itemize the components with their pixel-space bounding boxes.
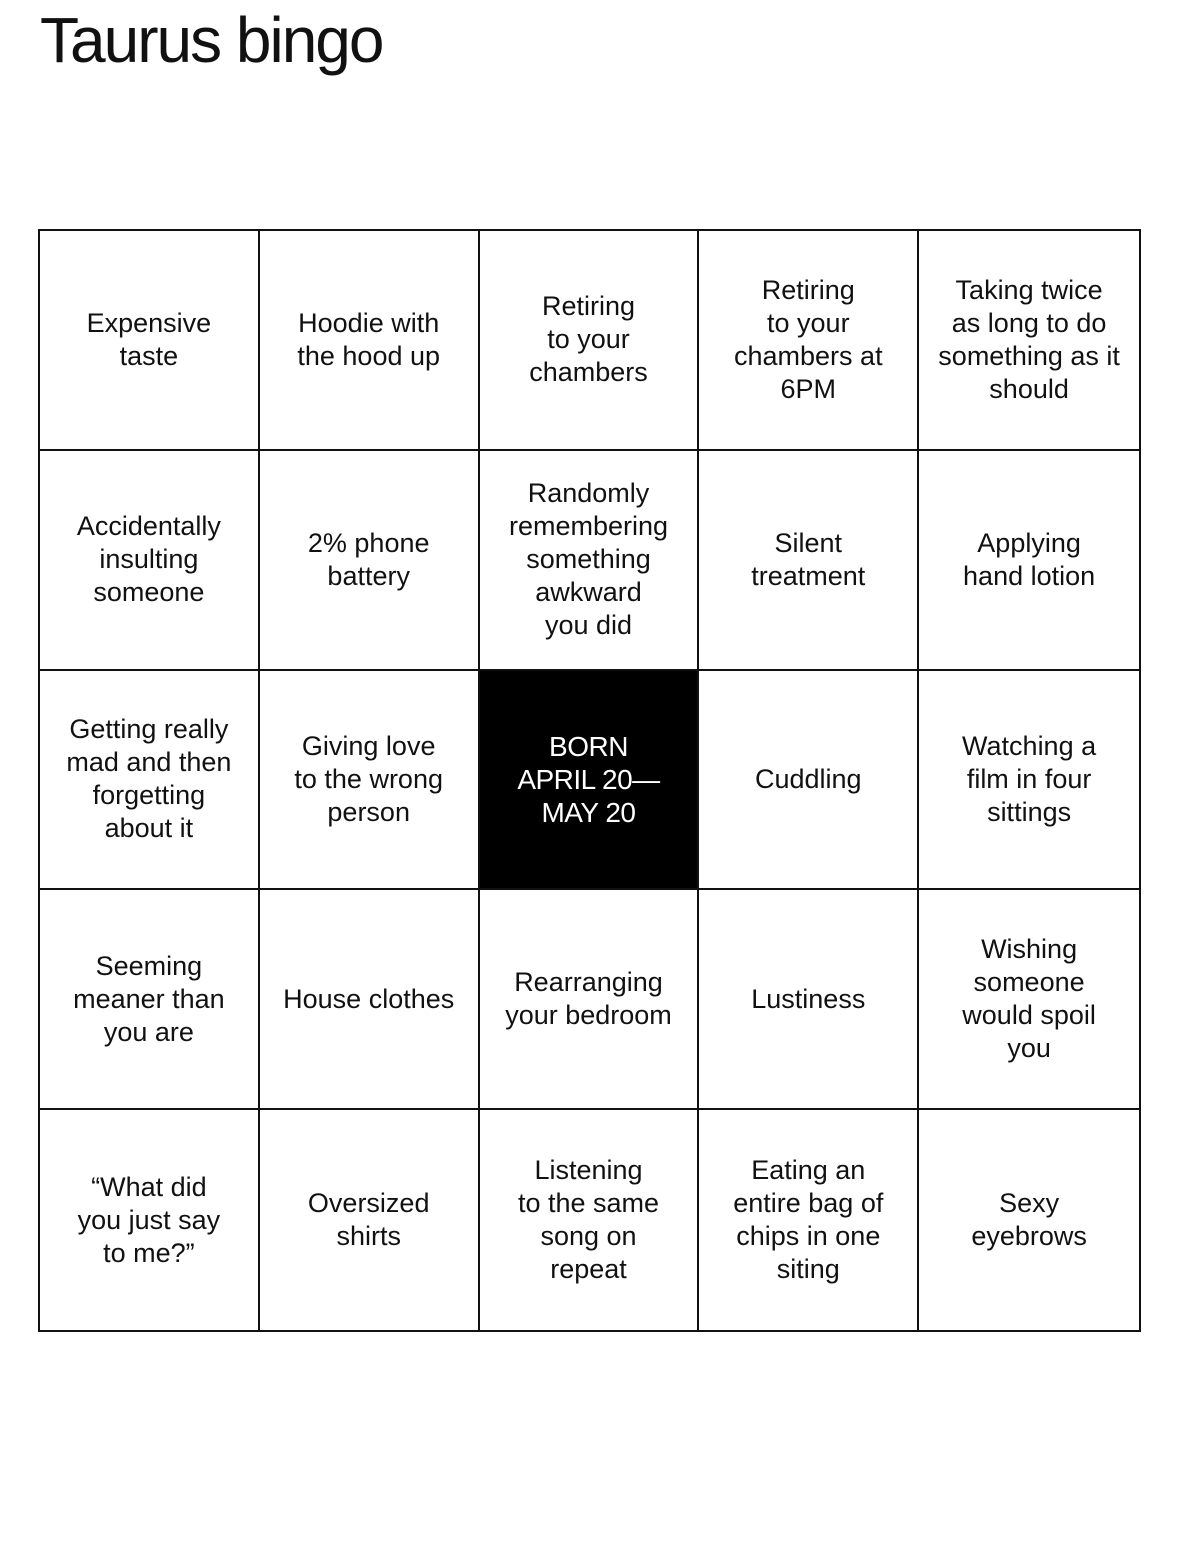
- bingo-cell: Oversized shirts: [260, 1110, 480, 1330]
- bingo-cell: “What did you just say to me?”: [40, 1110, 260, 1330]
- bingo-cell: Listening to the same song on repeat: [480, 1110, 700, 1330]
- bingo-cell: Wishing someone would spoil you: [919, 890, 1139, 1110]
- bingo-cell: Eating an entire bag of chips in one siting: [699, 1110, 919, 1330]
- bingo-cell: Watching a film in four sittings: [919, 671, 1139, 891]
- bingo-cell: Accidentally insulting someone: [40, 451, 260, 671]
- bingo-cell: Sexy eyebrows: [971, 1188, 1087, 1252]
- bingo-cell: Cuddling: [699, 671, 919, 891]
- bingo-cell: Taking twice as long to do something as it should: [919, 231, 1139, 451]
- bingo-cell: Silent treatment: [699, 451, 919, 671]
- bingo-cell: 2% phone battery: [260, 451, 480, 671]
- bingo-cell: Rearranging your bedroom: [480, 890, 700, 1110]
- bingo-cell: Applying hand lotion: [919, 451, 1139, 671]
- page-title: Taurus bingo: [40, 4, 383, 76]
- bingo-cell: Expensive taste: [40, 231, 260, 451]
- bingo-cell: Retiring to your chambers at 6PM: [699, 231, 919, 451]
- bingo-free-space: BORN APRIL 20— MAY 20: [480, 671, 700, 891]
- bingo-cell: House clothes: [260, 890, 480, 1110]
- bingo-cell: Hoodie with the hood up: [260, 231, 480, 451]
- bingo-cell: Retiring to your chambers: [480, 231, 700, 451]
- bingo-cell: Lustiness: [699, 890, 919, 1110]
- bingo-cell: Getting really mad and then forgetting about it: [40, 671, 260, 891]
- bingo-cell: Randomly remembering something awkward you did: [480, 451, 700, 671]
- bingo-card: [38, 229, 1141, 1332]
- bingo-cell: Seeming meaner than you are: [40, 890, 260, 1110]
- bingo-cell: Giving love to the wrong person: [260, 671, 480, 891]
